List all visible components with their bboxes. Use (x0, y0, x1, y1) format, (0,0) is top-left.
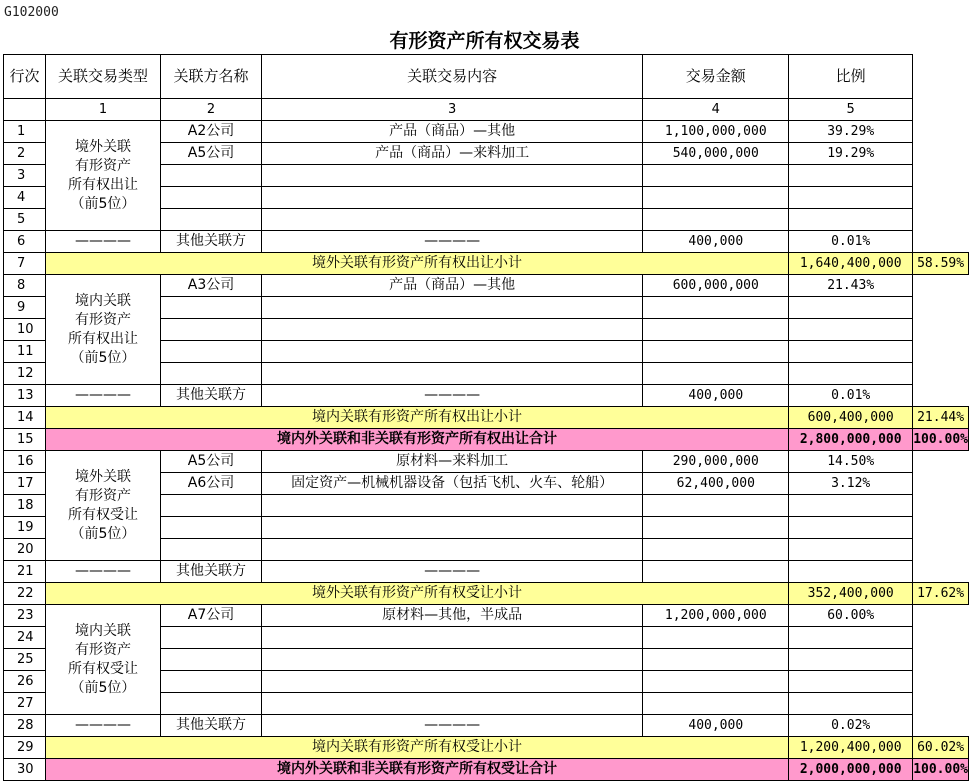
transaction-content[interactable] (261, 495, 642, 517)
row-number[interactable]: 21 (4, 561, 46, 583)
subtotal-amount[interactable]: 352,400,000 (789, 583, 913, 605)
other-amount[interactable]: 400,000 (643, 385, 789, 407)
subtotal-label[interactable]: 境外关联有形资产所有权出让小计 (45, 253, 788, 275)
transaction-ratio[interactable]: 14.50% (789, 451, 913, 473)
transaction-content[interactable] (261, 187, 642, 209)
party-name[interactable] (161, 495, 262, 517)
row-number[interactable]: 28 (4, 715, 46, 737)
header-type[interactable]: 关联交易类型 (45, 55, 160, 99)
row-number[interactable]: 13 (4, 385, 46, 407)
party-name[interactable]: A6公司 (161, 473, 262, 495)
party-name[interactable] (161, 209, 262, 231)
transaction-content[interactable] (261, 539, 642, 561)
transaction-content[interactable] (261, 165, 642, 187)
total-amount[interactable]: 2,800,000,000 (789, 429, 913, 451)
transaction-type-label[interactable]: 境外关联 有形资产 所有权出让 （前5位） (45, 121, 160, 231)
transaction-content[interactable] (261, 649, 642, 671)
data-row (4, 605, 969, 627)
transaction-amount[interactable]: 540,000,000 (643, 143, 789, 165)
party-name[interactable] (161, 671, 262, 693)
subtotal-amount[interactable]: 1,640,400,000 (789, 253, 913, 275)
blank-cell[interactable] (4, 99, 46, 121)
other-type-dash[interactable]: ———— (45, 715, 160, 737)
column-number[interactable]: 5 (789, 99, 913, 121)
transaction-ratio[interactable]: 39.29% (789, 121, 913, 143)
other-party-name[interactable]: 其他关联方 (161, 561, 262, 583)
other-party-row (4, 231, 969, 253)
other-content-dash[interactable]: ———— (261, 715, 642, 737)
transaction-amount[interactable] (643, 627, 789, 649)
row-number[interactable]: 6 (4, 231, 46, 253)
transaction-content[interactable] (261, 517, 642, 539)
party-name[interactable] (161, 693, 262, 715)
total-amount[interactable]: 2,000,000,000 (789, 759, 913, 781)
transaction-ratio[interactable] (789, 363, 913, 385)
transaction-ratio[interactable] (789, 165, 913, 187)
data-row (4, 275, 969, 297)
total-label[interactable]: 境内外关联和非关联有形资产所有权出让合计 (45, 429, 788, 451)
party-name[interactable] (161, 319, 262, 341)
row-number[interactable]: 12 (4, 363, 46, 385)
other-type-dash[interactable]: ———— (45, 561, 160, 583)
transaction-content[interactable] (261, 209, 642, 231)
column-number[interactable]: 3 (261, 99, 642, 121)
transaction-content[interactable] (261, 693, 642, 715)
other-party-name[interactable]: 其他关联方 (161, 385, 262, 407)
transaction-content[interactable]: 产品（商品）—其他 (261, 275, 642, 297)
party-name[interactable]: A5公司 (161, 143, 262, 165)
party-name[interactable]: A2公司 (161, 121, 262, 143)
subtotal-ratio[interactable]: 60.02% (913, 737, 969, 759)
party-name[interactable] (161, 627, 262, 649)
row-number[interactable]: 19 (4, 517, 46, 539)
header-row-no[interactable]: 行次 (4, 55, 46, 99)
row-number[interactable]: 17 (4, 473, 46, 495)
party-name[interactable] (161, 187, 262, 209)
row-number[interactable]: 29 (4, 737, 46, 759)
transaction-ratio[interactable]: 3.12% (789, 473, 913, 495)
other-content-dash[interactable]: ———— (261, 561, 642, 583)
row-number[interactable]: 26 (4, 671, 46, 693)
transaction-content[interactable]: 产品（商品）—来料加工 (261, 143, 642, 165)
row-number[interactable]: 18 (4, 495, 46, 517)
other-ratio[interactable] (789, 561, 913, 583)
transaction-content[interactable] (261, 671, 642, 693)
other-party-row (4, 385, 969, 407)
total-row (4, 759, 969, 781)
subtotal-amount[interactable]: 1,200,400,000 (789, 737, 913, 759)
transaction-ratio[interactable] (789, 517, 913, 539)
row-number[interactable]: 8 (4, 275, 46, 297)
header-content[interactable]: 关联交易内容 (261, 55, 642, 99)
transaction-table (3, 54, 969, 781)
header-ratio[interactable]: 比例 (789, 55, 913, 99)
transaction-ratio[interactable] (789, 319, 913, 341)
other-content-dash[interactable]: ———— (261, 385, 642, 407)
row-number[interactable]: 25 (4, 649, 46, 671)
subtotal-ratio[interactable]: 58.59% (913, 253, 969, 275)
header-party[interactable]: 关联方名称 (161, 55, 262, 99)
transaction-ratio[interactable] (789, 693, 913, 715)
transaction-amount[interactable] (643, 649, 789, 671)
subtotal-row (4, 737, 969, 759)
subtotal-label[interactable]: 境外关联有形资产所有权受让小计 (45, 583, 788, 605)
subtotal-ratio[interactable]: 21.44% (913, 407, 969, 429)
transaction-content[interactable] (261, 341, 642, 363)
subtotal-ratio[interactable]: 17.62% (913, 583, 969, 605)
row-number[interactable]: 23 (4, 605, 46, 627)
row-number[interactable]: 3 (4, 165, 46, 187)
transaction-amount[interactable] (643, 539, 789, 561)
transaction-amount[interactable]: 1,100,000,000 (643, 121, 789, 143)
transaction-amount[interactable] (643, 209, 789, 231)
transaction-content[interactable] (261, 627, 642, 649)
row-number[interactable]: 27 (4, 693, 46, 715)
row-number[interactable]: 2 (4, 143, 46, 165)
other-amount[interactable] (643, 561, 789, 583)
transaction-amount[interactable]: 62,400,000 (643, 473, 789, 495)
transaction-amount[interactable] (643, 363, 789, 385)
row-number[interactable]: 1 (4, 121, 46, 143)
transaction-ratio[interactable]: 19.29% (789, 143, 913, 165)
transaction-ratio[interactable] (789, 627, 913, 649)
transaction-content[interactable] (261, 363, 642, 385)
transaction-amount[interactable]: 290,000,000 (643, 451, 789, 473)
column-number[interactable]: 4 (643, 99, 789, 121)
transaction-amount[interactable] (643, 517, 789, 539)
column-number-row (4, 99, 969, 121)
other-type-dash[interactable]: ———— (45, 385, 160, 407)
row-number[interactable]: 10 (4, 319, 46, 341)
party-name[interactable] (161, 539, 262, 561)
transaction-type-label[interactable]: 境内关联 有形资产 所有权受让 （前5位） (45, 605, 160, 715)
party-name[interactable]: A3公司 (161, 275, 262, 297)
row-number[interactable]: 4 (4, 187, 46, 209)
transaction-amount[interactable] (643, 495, 789, 517)
transaction-content[interactable]: 原材料—来料加工 (261, 451, 642, 473)
row-number[interactable]: 5 (4, 209, 46, 231)
transaction-content[interactable]: 固定资产—机械机器设备（包括飞机、火车、轮船） (261, 473, 642, 495)
transaction-content[interactable]: 原材料—其他，半成品 (261, 605, 642, 627)
other-party-row (4, 561, 969, 583)
transaction-amount[interactable] (643, 165, 789, 187)
other-content-dash[interactable]: ———— (261, 231, 642, 253)
transaction-amount[interactable] (643, 187, 789, 209)
other-ratio[interactable]: 0.01% (789, 231, 913, 253)
transaction-amount[interactable]: 600,000,000 (643, 275, 789, 297)
transaction-amount[interactable] (643, 341, 789, 363)
total-ratio[interactable]: 100.00% (913, 429, 969, 451)
form-title: 有形资产所有权交易表 (389, 30, 580, 52)
sheet-code: G102000 (4, 5, 59, 20)
subtotal-label[interactable]: 境内关联有形资产所有权受让小计 (45, 737, 788, 759)
transaction-content[interactable]: 产品（商品）—其他 (261, 121, 642, 143)
data-row (4, 121, 969, 143)
party-name[interactable] (161, 297, 262, 319)
subtotal-row (4, 253, 969, 275)
party-name[interactable] (161, 341, 262, 363)
transaction-amount[interactable] (643, 319, 789, 341)
transaction-ratio[interactable] (789, 341, 913, 363)
other-party-row (4, 715, 969, 737)
row-number[interactable]: 20 (4, 539, 46, 561)
transaction-ratio[interactable]: 21.43% (789, 275, 913, 297)
row-number[interactable]: 7 (4, 253, 46, 275)
subtotal-amount[interactable]: 600,400,000 (789, 407, 913, 429)
row-number[interactable]: 16 (4, 451, 46, 473)
subtotal-label[interactable]: 境内关联有形资产所有权出让小计 (45, 407, 788, 429)
party-name[interactable] (161, 649, 262, 671)
transaction-ratio[interactable] (789, 187, 913, 209)
other-amount[interactable]: 400,000 (643, 231, 789, 253)
party-name[interactable]: A5公司 (161, 451, 262, 473)
transaction-content[interactable] (261, 297, 642, 319)
transaction-amount[interactable] (643, 693, 789, 715)
transaction-ratio[interactable] (789, 209, 913, 231)
transaction-amount[interactable] (643, 671, 789, 693)
other-ratio[interactable]: 0.01% (789, 385, 913, 407)
transaction-ratio[interactable]: 60.00% (789, 605, 913, 627)
transaction-amount[interactable] (643, 297, 789, 319)
subtotal-row (4, 583, 969, 605)
row-number[interactable]: 11 (4, 341, 46, 363)
transaction-content[interactable] (261, 319, 642, 341)
transaction-ratio[interactable] (789, 671, 913, 693)
other-amount[interactable]: 400,000 (643, 715, 789, 737)
transaction-type-label[interactable]: 境内关联 有形资产 所有权出让 （前5位） (45, 275, 160, 385)
row-number[interactable]: 24 (4, 627, 46, 649)
column-number[interactable]: 2 (161, 99, 262, 121)
other-party-name[interactable]: 其他关联方 (161, 715, 262, 737)
party-name[interactable] (161, 165, 262, 187)
transaction-type-label[interactable]: 境外关联 有形资产 所有权受让 （前5位） (45, 451, 160, 561)
transaction-ratio[interactable] (789, 495, 913, 517)
header-amount[interactable]: 交易金额 (643, 55, 789, 99)
row-number[interactable]: 14 (4, 407, 46, 429)
row-number[interactable]: 30 (4, 759, 46, 781)
header-row (4, 55, 969, 99)
party-name[interactable] (161, 363, 262, 385)
party-name[interactable]: A7公司 (161, 605, 262, 627)
row-number[interactable]: 22 (4, 583, 46, 605)
transaction-ratio[interactable] (789, 297, 913, 319)
row-number[interactable]: 15 (4, 429, 46, 451)
transaction-amount[interactable]: 1,200,000,000 (643, 605, 789, 627)
other-ratio[interactable]: 0.02% (789, 715, 913, 737)
data-row (4, 451, 969, 473)
total-ratio[interactable]: 100.00% (913, 759, 969, 781)
row-number[interactable]: 9 (4, 297, 46, 319)
transaction-ratio[interactable] (789, 539, 913, 561)
total-label[interactable]: 境内外关联和非关联有形资产所有权受让合计 (45, 759, 788, 781)
column-number[interactable]: 1 (45, 99, 160, 121)
other-type-dash[interactable]: ———— (45, 231, 160, 253)
party-name[interactable] (161, 517, 262, 539)
total-row (4, 429, 969, 451)
other-party-name[interactable]: 其他关联方 (161, 231, 262, 253)
subtotal-row (4, 407, 969, 429)
transaction-ratio[interactable] (789, 649, 913, 671)
